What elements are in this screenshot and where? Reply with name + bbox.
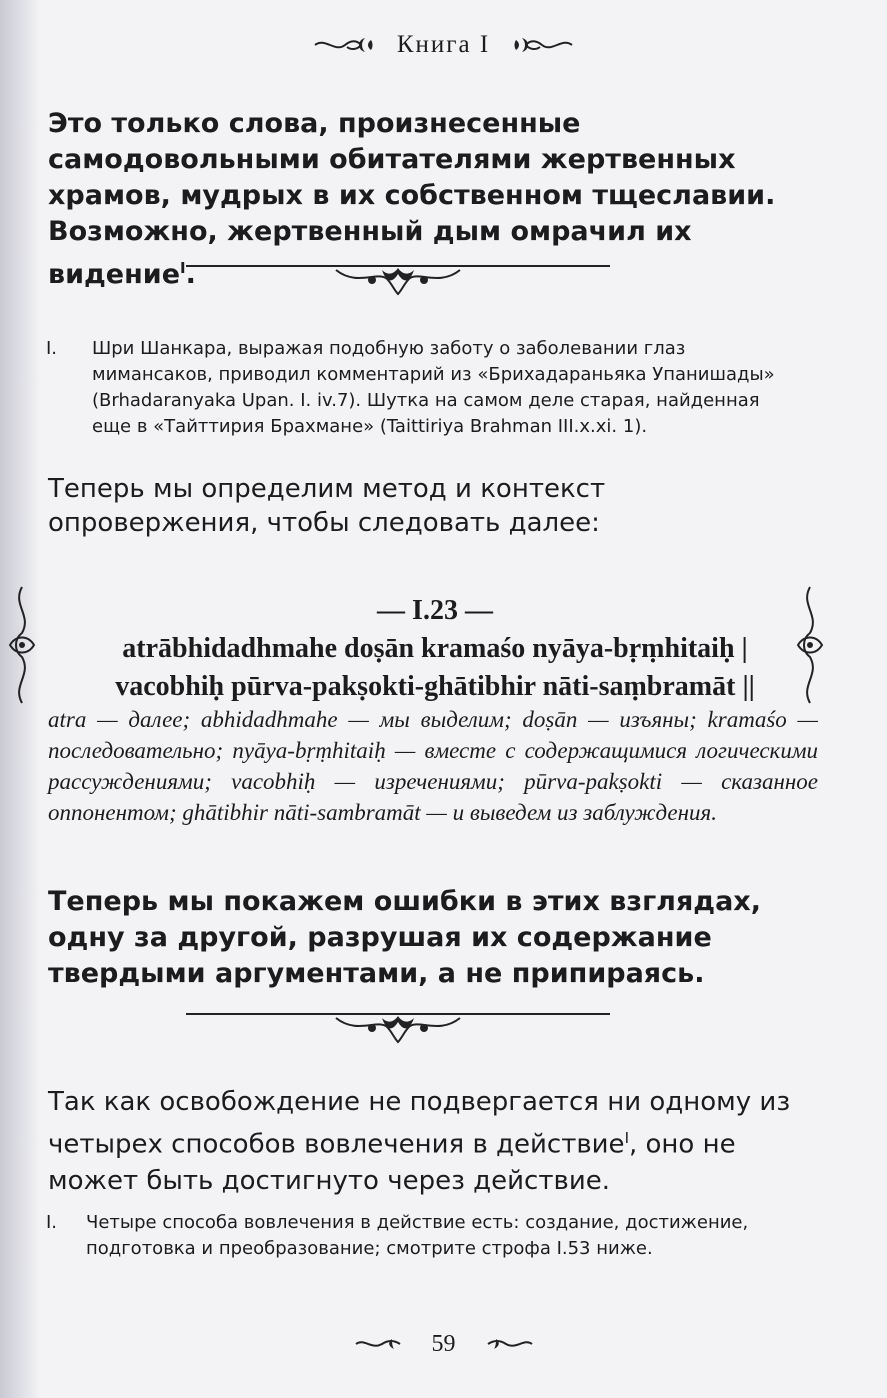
left-footer-flourish-icon <box>354 1336 404 1352</box>
paragraph-text: Так как освобождение не подвергается ни одному из четырех способов вовлечения в действие <box>48 1087 791 1160</box>
verse-translation-2: Теперь мы покажем ошибки в этих взглядах, одну за другой, разрушая их содержание твердыми аргументами, а не припираясь. <box>48 886 761 989</box>
footnote-marker[interactable]: I <box>180 259 186 277</box>
footnote-1 <box>46 336 786 440</box>
left-flourish-icon <box>313 34 383 56</box>
footnote-text: Шри Шанкара, выражая подобную заботу о заболевании глаз мимансаков, приводил комментарий из «Брихадараньяка Упанишады» (Brhadaranyaka Upan. I. iv.7). Шутка на самом деле старая, найденная еще в «Тайттирия Брахмане» (Taittiriya Brahman III.x.xi. 1). <box>92 338 775 437</box>
page-number: 59 <box>431 1330 456 1357</box>
ornamental-divider-icon <box>186 256 610 300</box>
page-footer <box>0 1330 887 1358</box>
sanskrit-verse <box>40 592 830 706</box>
verse-line-1: atrābhidadhmahe doṣān kramaśo nyāya-bṛṃhitaiḥ | <box>122 633 748 664</box>
left-verse-ornament-icon <box>4 585 40 705</box>
word-glossary: atra — далее; abhidadhmahe — мы выделим; doṣān — изъяны; kramaśo — последовательно; nyāya-bṛṃhitaiḥ — вместе с содержащимися логическими рассуждениями; vacobhiḥ — изречениями; pūrva-pakṣokti — сказанное оппонентом; ghātibhir nāti-sambramāt — и выведем из заблуждения. <box>48 707 818 825</box>
footnote-text: Четыре способа вовлечения в действие есть: создание, достижение, подготовка и преобразование; смотрите строфа I.53 ниже. <box>86 1212 749 1259</box>
translation-end: . <box>185 259 196 290</box>
verse-number: — I.23 — <box>377 595 493 626</box>
next-verse-paragraph <box>48 1084 808 1199</box>
right-footer-flourish-icon <box>484 1336 534 1352</box>
verse-line-2: vacobhiḥ pūrva-pakṣokti-ghātibhir nāti-saṃbramāt || <box>115 671 755 702</box>
ornamental-divider-icon <box>186 1004 610 1048</box>
running-header <box>0 30 887 59</box>
paragraph-end: , оно не может быть достигнуто через действие. <box>48 1129 736 1196</box>
footnote-2 <box>46 1210 786 1262</box>
right-flourish-icon <box>504 34 574 56</box>
footnote-number: I. <box>46 338 58 359</box>
intro-paragraph: Теперь мы определим метод и контекст опровержения, чтобы следовать далее: <box>48 474 606 538</box>
translation-text: Это только слова, произнесенные самодовольными обитателями жертвенных храмов, мудрых в их собственном тщеславии. Возможно, жертвенный дым омрачил их видение <box>48 108 776 290</box>
book-title: Книга I <box>396 31 491 59</box>
footnote-number: I. <box>46 1212 58 1233</box>
footnote-marker[interactable]: I <box>624 1129 629 1147</box>
